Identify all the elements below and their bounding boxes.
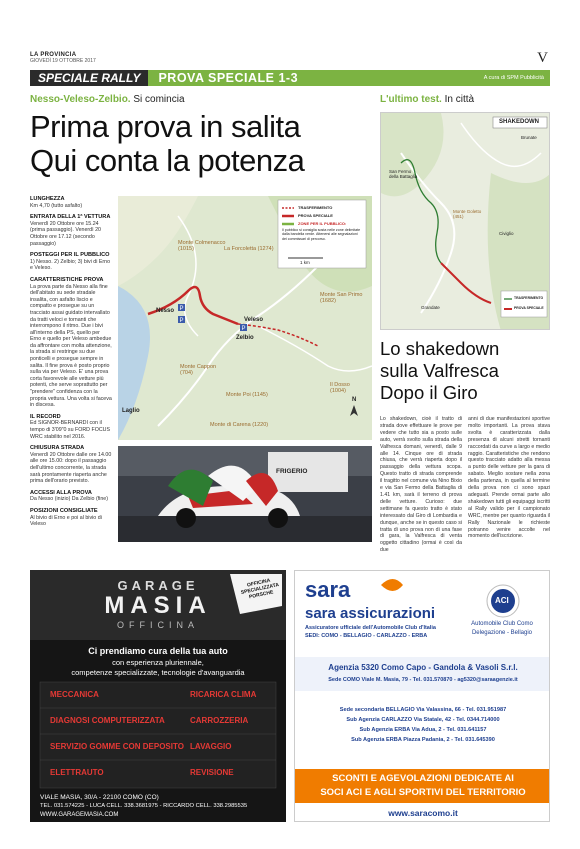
info-heading: POSIZIONI CONSIGLIATE: [30, 507, 98, 514]
svg-text:P: P: [241, 326, 246, 332]
branch-line: Sub Agenzia CARLAZZO Via Statale, 42 - Tel. 0344.714000: [346, 717, 500, 723]
ad-badge: OFFICINA SPECIALIZZATA PORSCHE: [240, 577, 280, 601]
stage-map: [118, 196, 372, 440]
branch-line: Sede secondaria BELLAGIO Via Valassina, 66 - Tel. 031.951987: [339, 707, 507, 713]
section-bar: [30, 70, 550, 86]
legend-stage: PROVA SPECIALE: [514, 306, 544, 310]
service-item: ELETTRAUTO: [50, 768, 104, 777]
kicker-bold: Nesso-Veleso-Zelbio.: [30, 94, 131, 105]
agency-sede: Sede COMO Viale M. Masia, 79 - Tel. 031.570870 - ag5320@saraagenzie.it: [328, 677, 518, 683]
town-label-nesso: Nesso: [156, 308, 175, 314]
map-label: Monte Colmenacco (1015): [178, 240, 226, 252]
section-title: PROVA SPECIALE 1-3: [158, 71, 299, 85]
map-label: Brunate: [521, 135, 537, 140]
info-text: Ed SIGNOR-BERNARDI con il tempo di 3'09"0 su FORD FOCUS WRC stabilito nel 2016.: [30, 420, 111, 440]
article1-headline: [30, 110, 370, 178]
info-text: 1) Nesso. 2) Zelbio; 3) bivi di Erno e Veleso.: [30, 258, 111, 272]
garage-masia-ad[interactable]: [30, 570, 286, 822]
ad-brand-main: MASIA: [104, 592, 212, 619]
ad-slogan-3: competenze specializzate, tecnologie d'avanguardia: [71, 668, 245, 677]
sara-website[interactable]: www.saracomo.it: [388, 808, 458, 818]
masthead: [30, 52, 550, 64]
photo-graphic: [118, 446, 372, 542]
map-label: Monte Cappon (704): [180, 364, 217, 376]
legend-stage: PROVA SPECIALE: [298, 213, 333, 218]
sara-title: sara assicurazioni: [305, 605, 436, 622]
legend-transfer: TRASFERIMENTO: [298, 205, 333, 210]
publication-name: LA PROVINCIA: [30, 52, 77, 58]
shakedown-map-title: SHAKEDOWN: [499, 119, 539, 125]
sara-assicurazioni-ad[interactable]: [294, 570, 550, 822]
map-label: Monte Poi (1145): [226, 392, 268, 398]
body-column-2: anni di due manifestazioni sportive molto importanti. La prova stava svolta è caratterizzata dalla presenza di alcuni stretti tornanti raccordati da curve a largo e medio raggio. Caratteristiche che rendono questo tracciato adatto alla messa a punto delle vetture per la gara di sabato. Meglio sostare nella zona della partenza, in quella al termine della prova non ci sono spazi adeguati. Prende ormai parte allo shakedown tutti gli equipaggi iscritti al Rally valido per il campionato WRC, mentre per quanto riguarda il Rally Nazionale le richieste potranno venire accolte nel momento dell'iscrizione.: [468, 416, 550, 540]
shakedown-map: [380, 112, 550, 330]
info-text: Venerdì 20 Ottobre ore 15.24 (prima passaggio). Venerdì 20 Ottobre ore 17.12 (secondo passaggio): [30, 220, 101, 247]
town-label-veleso: Veleso: [244, 317, 264, 323]
ad-slogan-2: con esperienza pluriennale,: [112, 658, 204, 667]
map-label: Grandate: [421, 305, 440, 310]
page-mark: V: [537, 50, 548, 66]
sara-logo: sara: [305, 577, 351, 602]
north-label: N: [352, 397, 357, 403]
kicker-rest: Si comincia: [130, 94, 185, 105]
map-label: San Fermo della Battaglia: [389, 169, 418, 179]
section-label: SPECIALE RALLY: [30, 70, 148, 86]
info-text: Km 4,70 (tutto asfalto): [30, 202, 83, 209]
headline-line2: sulla Valfresca: [380, 360, 499, 381]
kicker-bold: L'ultimo test.: [380, 94, 442, 105]
info-heading: ENTRATA DELLA 1ª VETTURA: [30, 214, 111, 221]
map-scale: 1 km: [300, 260, 310, 265]
ad-phones: TEL. 031.574225 - LUCA CELL. 338.3681975 - RICCARDO CELL. 338.2985535: [40, 803, 248, 809]
info-heading: POSTEGGI PER IL PUBBLICO: [30, 252, 110, 259]
body-column-1: Lo shakedown, cioè il tratto di strada dove effettuare le prove per vedere che tutto sia a posto sulle auto, verrà svolto sulla strada della Valfresca domani, venerdì, dalle 9 alle 14. Cinque ore di strada chiusa, che verrà riaperta dopo il passaggio della vettura scopa. Questo tratto di strada comprende il tragitto nel comune via Nino Bixio e via San Fermo della Battaglia di 1.41 km, sarà il terreno di prova delle vetture. Curioso: due settimane fa questo tratto è stato interessato dal Giro di Lombardia e dunque, anche se in questo caso si tratta di uno prova non di una fase di gara, la Valfresca di venta oggetto cittadino (ormai è così da due: [380, 416, 462, 554]
article2-body: [380, 416, 550, 554]
article2-headline: [380, 338, 550, 404]
map-legend-box: [501, 291, 547, 317]
map-label: Monte di Carena (1220): [210, 422, 269, 428]
service-item: MECCANICA: [50, 690, 99, 699]
article2-kicker: [380, 94, 474, 105]
map-label: Monte Goletto (451): [453, 209, 482, 219]
aci-logo-text: ACI: [495, 596, 509, 605]
article1-kicker: [30, 94, 185, 105]
info-heading: LUNGHEZZA: [30, 196, 65, 202]
ad-address: VIALE MASIA, 30/A - 22100 COMO (CO): [40, 794, 159, 801]
legend-note: Il pubblico si consiglia sosta nelle zone delimitate dalla bandella verde. Attenersi alle segnalazioni dei commissari di percorso.: [282, 228, 361, 241]
headline-line2: Qui conta la potenza: [30, 143, 305, 178]
rally-photo: [118, 446, 372, 542]
info-heading: CARATTERISTICHE PROVA: [30, 276, 104, 283]
aci-subname: Delegazione - Bellagio: [471, 630, 533, 636]
info-text: Al bivio di Erno e poi al bivio di Veleso: [30, 514, 102, 528]
svg-text:P: P: [179, 306, 184, 312]
service-item: REVISIONE: [190, 768, 234, 777]
info-text: Venerdì 20 Ottobre dalle ore 14.00 alle ore 15.00: dopo il passaggio dell'ultimo concorrente, la strada sarà prontamente riaperta anche prima dell'orario previsto.: [30, 451, 112, 485]
promo-line-2: SOCI ACI E AGLI SPORTIVI DEL TERRITORIO: [320, 787, 526, 798]
map-label: Civiglio: [499, 231, 514, 236]
town-label-zelbio: Zelbio: [236, 335, 254, 341]
info-heading: CHIUSURA STRADA: [30, 445, 85, 452]
ad-slogan-1: Ci prendiamo cura della tua auto: [88, 646, 228, 656]
town-label-laglio: Laglio: [122, 408, 140, 414]
headline-line3: Dopo il Giro: [380, 382, 478, 403]
service-item: SERVIZIO GOMME CON DEPOSITO: [50, 742, 184, 751]
ad-website[interactable]: WWW.GARAGEMASIA.COM: [40, 812, 119, 818]
svg-text:P: P: [179, 318, 184, 324]
sara-subtitle: Assicuratore ufficiale dell'Automobile Club d'Italia: [305, 625, 436, 631]
issue-date: GIOVEDÌ 19 OTTOBRE 2017: [30, 58, 96, 64]
info-column: [30, 196, 112, 528]
info-text: La prova parte da Nesso alla fine dell'abitato su sede stradale insalita, con asfalto liscio e compatto e prosegue su un tracciato assai guidato intervallato da tratti veloci e tornanti che interrompono il ritmo. Due i bivi all'interno della PS, quello per Erno e quello per Veleso ambedue da affrontare con molta attenzione, la strada si restringe su due ponticelli e prosegue sempre in salita. Il fine prova è posto proprio sulla via per Veleso. E' una prova corta favorevole alle vetture più potenti, che serve soprattutto per "prendere" confidenza con la propria vettura. Una volta si faceva in discesa.: [30, 283, 112, 409]
aci-name: Automobile Club Como: [471, 621, 533, 627]
headline-line1: Lo shakedown: [380, 338, 500, 359]
headline-line1: Prima prova in salita: [30, 109, 301, 144]
service-item: DIAGNOSI COMPUTERIZZATA: [50, 716, 165, 725]
map-label: Monte San Primo (1682): [320, 292, 363, 304]
promo-line-1: SCONTI E AGEVOLAZIONI DEDICATE AI: [332, 773, 514, 784]
info-heading: IL RECORD: [30, 413, 61, 420]
service-item: CARROZZERIA: [190, 716, 249, 725]
ad-brand-sub: OFFICINA: [117, 620, 199, 630]
ad-brand-top: GARAGE: [117, 578, 199, 593]
agency-branches: [295, 705, 550, 745]
section-credit: A cura di SPM Pubblicità: [483, 75, 544, 81]
service-item: RICARICA CLIMA: [190, 690, 257, 699]
service-item: LAVAGGIO: [190, 742, 232, 751]
legend-transfer: TRASFERIMENTO: [514, 296, 544, 300]
map-label: La Forcoletta (1274): [224, 246, 274, 252]
agency-name: Agenzia 5320 Como Capo - Gandola & Vasoli S.r.l.: [328, 663, 518, 672]
legend-public: ZONE PER IL PUBBLICO:: [298, 221, 347, 226]
branch-line: Sub Agenzia ERBA Piazza Padania, 2 - Tel. 031.645390: [351, 737, 495, 743]
kicker-rest: In città: [441, 94, 475, 105]
photo-banner: FRIGERIO: [276, 468, 308, 475]
info-text: Da Nesso (inizio) Da Zelbio (fine): [30, 496, 109, 503]
info-heading: ACCESSI ALLA PROVA: [30, 489, 92, 496]
sara-sedi: SEDI: COMO - BELLAGIO - CARLAZZO - ERBA: [305, 633, 428, 639]
branch-line: Sub Agenzia ERBA Via Adua, 2 - Tel. 031.641157: [359, 727, 487, 733]
map-label: Il Dosso (1004): [330, 382, 350, 394]
